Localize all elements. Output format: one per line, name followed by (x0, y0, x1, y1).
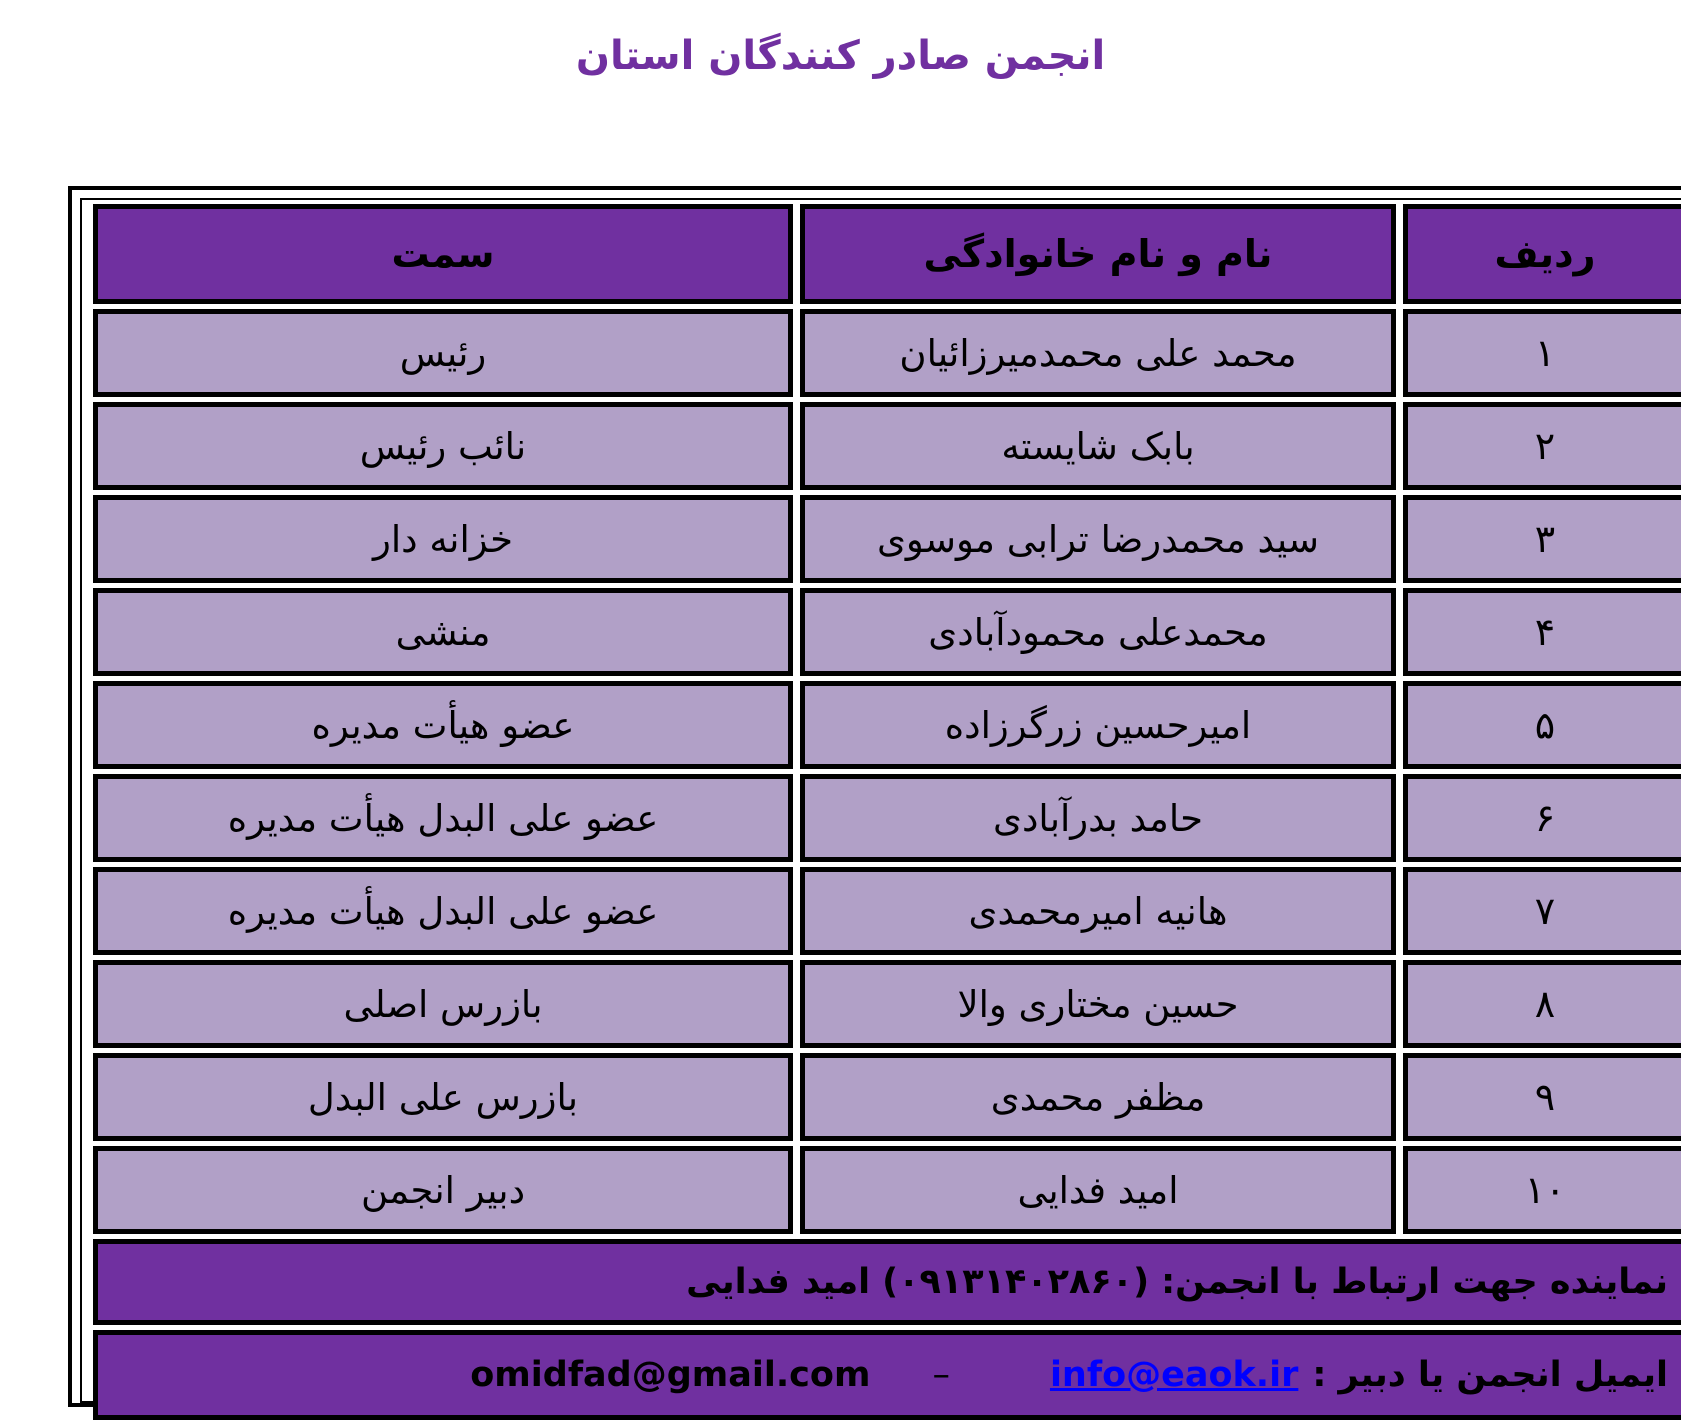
member-position-cell: بازرس اصلی (93, 960, 793, 1048)
member-name-cell: محمد علی محمدمیرزائیان (800, 309, 1396, 397)
member-position-cell: خزانه دار (93, 495, 793, 583)
row-number-cell: ۲ (1403, 402, 1681, 490)
representative-phone: (۰۹۱۳۱۴۰۲۸۶۰) (882, 1262, 1150, 1302)
members-table-inner-frame (80, 198, 1681, 1403)
member-position-cell: رئیس (93, 309, 793, 397)
member-position-cell: دبیر انجمن (93, 1146, 793, 1234)
members-table-frame (68, 186, 1681, 1407)
email-label: ایمیل انجمن یا دبیر : (1312, 1355, 1668, 1395)
row-number-cell: ۱ (1403, 309, 1681, 397)
member-name-cell: امید فدایی (800, 1146, 1396, 1234)
member-name-cell: مظفر محمدی (800, 1053, 1396, 1141)
row-number-cell: ۴ (1403, 588, 1681, 676)
row-number-cell: ۳ (1403, 495, 1681, 583)
row-number-cell: ۸ (1403, 960, 1681, 1048)
page-title: انجمن صادر کنندگان استان (575, 33, 1106, 79)
row-number-cell: ۶ (1403, 774, 1681, 862)
email-separator: – (932, 1355, 950, 1395)
row-number-cell: ۷ (1403, 867, 1681, 955)
member-position-cell: منشی (93, 588, 793, 676)
header-full-name: نام و نام خانوادگی (800, 204, 1396, 304)
row-number-cell: ۵ (1403, 681, 1681, 769)
representative-name: امید فدایی (686, 1262, 871, 1302)
association-email-link[interactable]: info@eaok.ir (1049, 1355, 1299, 1395)
member-position-cell: عضو علی البدل هیأت مدیره (93, 867, 793, 955)
member-position-cell: بازرس علی البدل (93, 1053, 793, 1141)
member-name-cell: امیرحسین زرگرزاده (800, 681, 1396, 769)
member-name-cell: سید محمدرضا ترابی موسوی (800, 495, 1396, 583)
secretary-email: omidfad@gmail.com (470, 1355, 871, 1395)
member-name-cell: هانیه امیرمحمدی (800, 867, 1396, 955)
representative-row (93, 1239, 1681, 1325)
row-number-cell: ۹ (1403, 1053, 1681, 1141)
member-position-cell: عضو هیأت مدیره (93, 681, 793, 769)
member-name-cell: محمدعلی محمودآبادی (800, 588, 1396, 676)
member-name-cell: بابک شایسته (800, 402, 1396, 490)
member-position-cell: عضو علی البدل هیأت مدیره (93, 774, 793, 862)
member-name-cell: حسین مختاری والا (800, 960, 1396, 1048)
member-name-cell: حامد بدرآبادی (800, 774, 1396, 862)
header-position: سمت (93, 204, 793, 304)
row-number-cell: ۱۰ (1403, 1146, 1681, 1234)
header-row-number: ردیف (1403, 204, 1681, 304)
members-table (86, 204, 1681, 1420)
representative-label: نماینده جهت ارتباط با انجمن: (1161, 1262, 1668, 1302)
member-position-cell: نائب رئیس (93, 402, 793, 490)
